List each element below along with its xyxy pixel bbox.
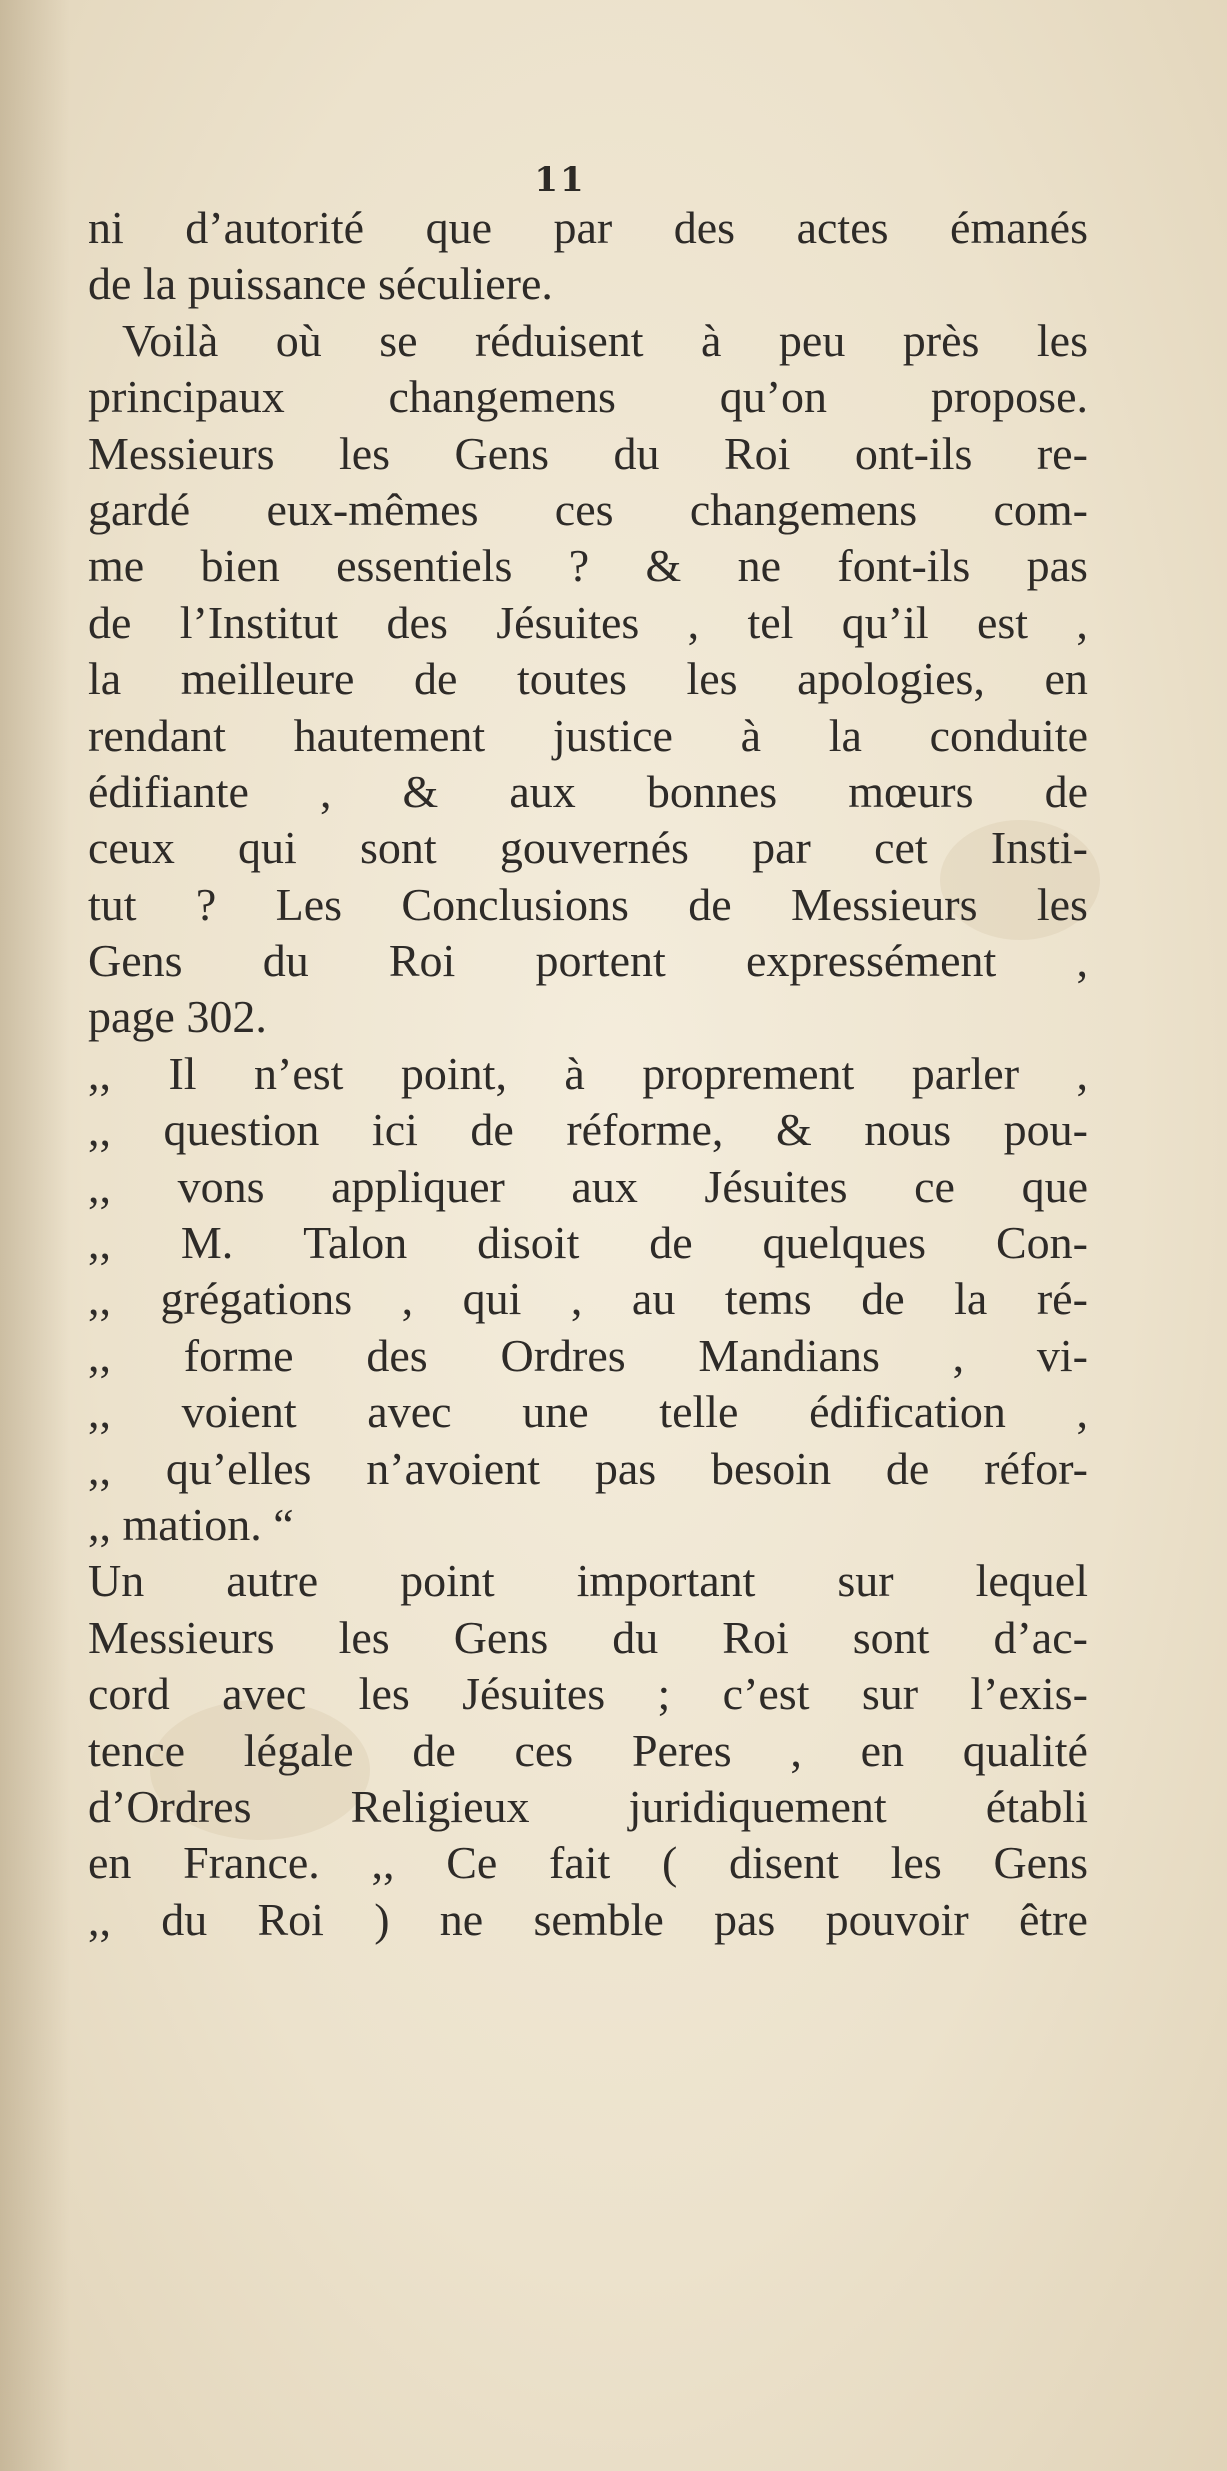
text-line: la meilleure de toutes les apologies, en — [88, 653, 1088, 705]
text-block — [88, 200, 1088, 1948]
text-line: ,, Il n’est point, à proprement parler , — [88, 1047, 1088, 1099]
text-line: ,, vons appliquer aux Jésuites ce que — [88, 1160, 1088, 1212]
text-line: d’Ordres Religieux juridiquement établi — [88, 1780, 1088, 1832]
text-line: ,, forme des Ordres Mandians , vi- — [88, 1329, 1088, 1381]
text-line: Messieurs les Gens du Roi sont d’ac- — [88, 1611, 1088, 1663]
page-number: 11 — [534, 160, 586, 200]
text-line: de l’Institut des Jésuites , tel qu’il est , — [88, 596, 1088, 648]
text-line: me bien essentiels ? & ne font-ils pas — [88, 540, 1088, 592]
text-line: cord avec les Jésuites ; c’est sur l’exis- — [88, 1668, 1088, 1720]
text-line: ni d’autorité que par des actes émanés — [88, 202, 1088, 253]
text-line: ,, qu’elles n’avoient pas besoin de réfor- — [88, 1442, 1088, 1494]
text-line: Gens du Roi portent expressément , — [88, 935, 1088, 987]
text-line: rendant hautement justice à la conduite — [88, 709, 1088, 761]
text-line: tut ? Les Conclusions de Messieurs les — [88, 878, 1088, 930]
text-line: en France. ,, Ce fait ( disent les Gens — [88, 1837, 1088, 1889]
text-line: principaux changemens qu’on propose. — [88, 371, 1088, 423]
text-line: Voilà où se réduisent à peu près les — [122, 314, 1088, 366]
text-line: de la puissance séculiere. — [88, 258, 553, 310]
text-line: édifiante , & aux bonnes mœurs de — [88, 765, 1088, 817]
text-line: ,, voient avec une telle édification , — [88, 1386, 1088, 1438]
text-line: gardé eux-mêmes ces changemens com- — [88, 483, 1088, 535]
text-line: Messieurs les Gens du Roi ont-ils re- — [88, 427, 1088, 479]
text-line: page 302. — [88, 991, 267, 1043]
text-line: ,, mation. “ — [88, 1498, 294, 1550]
text-line: ,, M. Talon disoit de quelques Con- — [88, 1217, 1088, 1269]
text-line: ,, grégations , qui , au tems de la ré- — [88, 1273, 1088, 1325]
text-line: tence légale de ces Peres , en qualité — [88, 1724, 1088, 1776]
text-line: ,, question ici de réforme, & nous pou- — [88, 1104, 1088, 1156]
text-line: Un autre point important sur lequel — [88, 1555, 1088, 1607]
text-line: ,, du Roi ) ne semble pas pouvoir être — [88, 1893, 1088, 1945]
text-line: ceux qui sont gouvernés par cet Insti- — [88, 822, 1088, 874]
spine-shadow — [0, 0, 70, 2471]
